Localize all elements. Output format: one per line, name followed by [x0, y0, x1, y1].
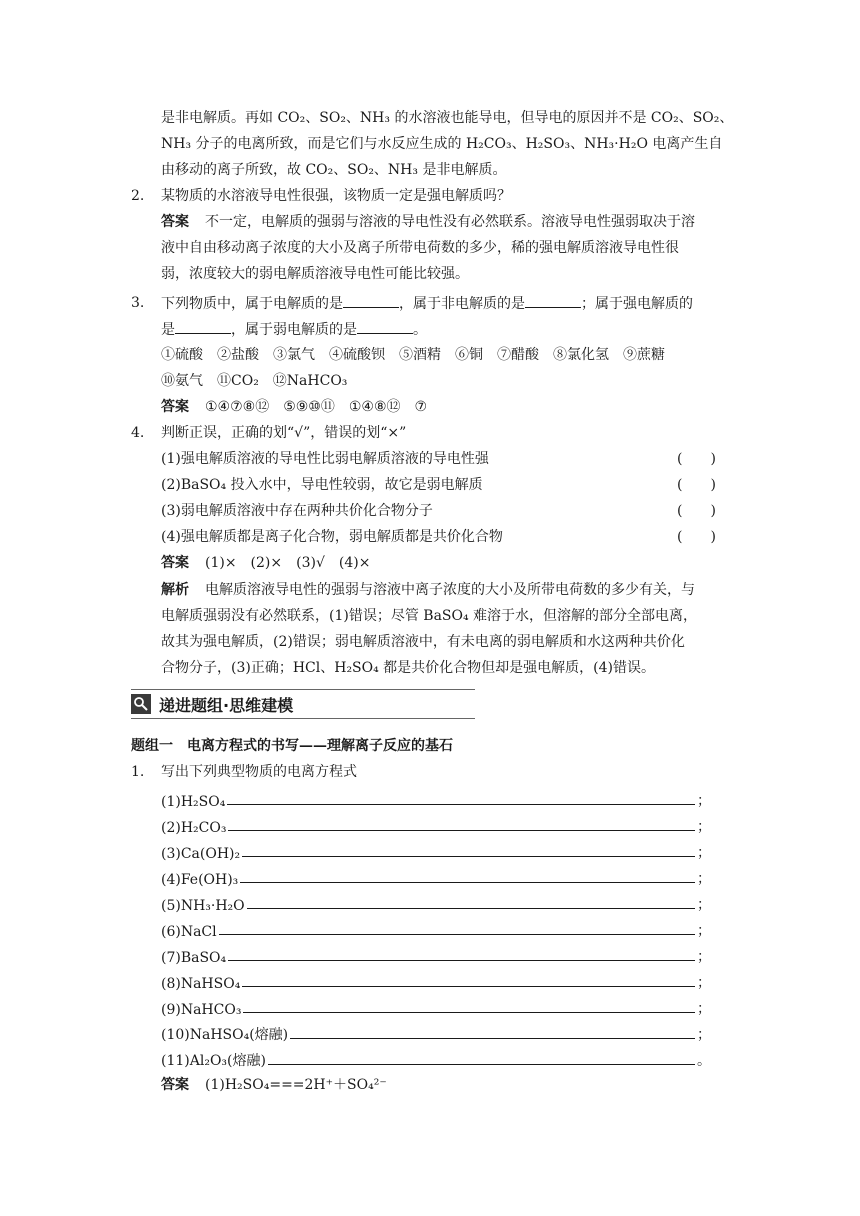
equation-row [161, 814, 711, 836]
question-text: 写出下列典型物质的电离方程式 [161, 764, 357, 780]
question-text [161, 319, 427, 340]
equation-blank[interactable] [219, 933, 695, 935]
answer-text: 弱，浓度较大的弱电解质溶液导电性可能比较强。 [161, 266, 469, 282]
equation-label: (4)Fe(OH)₃ [161, 872, 239, 888]
equation-end-punctuation: ； [697, 923, 711, 939]
question-text-part: ；属于强电解质的 [581, 296, 693, 312]
judgement-item: (4)强电解质都是离子化合物，弱电解质都是共价化合物 [161, 529, 503, 545]
answer-label: 答案 [161, 1077, 189, 1093]
equation-row [161, 788, 711, 810]
equation-end-punctuation: ； [697, 819, 711, 835]
equation-label: (5)NH₃·H₂O [161, 898, 245, 914]
intro-line-3: 由移动的离子所致，故 CO₂、SO₂、NH₃ 是非电解质。 [161, 162, 507, 178]
answer-parentheses[interactable]: ( ) [677, 451, 716, 467]
answer-parentheses[interactable]: ( ) [677, 477, 716, 493]
answer-parentheses[interactable]: ( ) [677, 529, 716, 545]
analysis-label: 解析 [161, 582, 189, 598]
equation-end-punctuation: ； [697, 1001, 711, 1017]
judgement-item: (1)强电解质溶液的导电性比弱电解质溶液的导电性强 [161, 451, 489, 467]
question-text-part: ，属于弱电解质的是 [231, 322, 357, 338]
answer-blank[interactable] [357, 319, 413, 334]
equation-end-punctuation: 。 [697, 1053, 711, 1069]
equation-blank[interactable] [247, 907, 695, 909]
question-text-part: ，属于非电解质的是 [399, 296, 525, 312]
equation-end-punctuation: ； [697, 949, 711, 965]
answer-text: 不一定，电解质的强弱与溶液的导电性没有必然联系。溶液导电性强弱取决于溶 [205, 214, 695, 230]
magnifier-icon [131, 694, 151, 714]
equation-blank[interactable] [243, 1011, 695, 1013]
question-number: 2. [131, 188, 145, 204]
equation-label: (2)H₂CO₃ [161, 820, 227, 836]
answer-label: 答案 [161, 399, 189, 415]
equation-row [161, 970, 711, 992]
equation-end-punctuation: ； [697, 793, 711, 809]
judgement-item: (2)BaSO₄ 投入水中，导电性较弱，故它是弱电解质 [161, 477, 483, 493]
answer-blank[interactable] [175, 319, 231, 334]
answer-label: 答案 [161, 555, 189, 571]
equation-label: (6)NaCl [161, 924, 217, 940]
section-header [131, 689, 475, 719]
equation-end-punctuation: ； [697, 845, 711, 861]
analysis-text: 电解质强弱没有必然联系，(1)错误；尽管 BaSO₄ 难溶于水，但溶解的部分全部电离， [161, 608, 698, 624]
equation-end-punctuation: ； [697, 897, 711, 913]
question-number: 3. [131, 295, 145, 311]
equation-row [161, 866, 711, 888]
question-text: 某物质的水溶液导电性很强，该物质一定是强电解质吗？ [161, 188, 511, 204]
equation-blank[interactable] [242, 985, 695, 987]
answer-text: (1)× (2)× (3)√ (4)× [205, 555, 371, 571]
equation-label: (3)Ca(OH)₂ [161, 846, 241, 862]
intro-line-1: 是非电解质。再如 CO₂、SO₂、NH₃ 的水溶液也能导电，但导电的原因并不是 CO₂、SO₂、 [161, 110, 734, 126]
equation-end-punctuation: ； [697, 975, 711, 991]
equation-label: (9)NaHCO₃ [161, 1002, 242, 1018]
equation-blank[interactable] [240, 881, 695, 883]
answer-blank[interactable] [343, 293, 399, 308]
answer-text: ①④⑦⑧⑫ ⑤⑨⑩⑪ ①④⑧⑫ ⑦ [205, 399, 428, 415]
equation-label: (7)BaSO₄ [161, 950, 227, 966]
analysis-text: 合物分子，(3)正确；HCl、H₂SO₄ 都是共价化合物但却是强电解质，(4)错误。 [161, 660, 656, 676]
answer-parentheses[interactable]: ( ) [677, 503, 716, 519]
equation-label: (8)NaHSO₄ [161, 976, 241, 992]
equation-row [161, 996, 711, 1018]
answer-text: 液中自由移动离子浓度的大小及离子所带电荷数的多少，稀的强电解质溶液导电性很 [161, 240, 679, 256]
equation-row [161, 1022, 711, 1044]
answer-blank[interactable] [525, 293, 581, 308]
equation-blank[interactable] [242, 855, 695, 857]
equation-blank[interactable] [268, 1063, 695, 1065]
equation-end-punctuation: ； [697, 871, 711, 887]
equation-blank[interactable] [228, 829, 695, 831]
analysis-text: 电解质溶液导电性的强弱与溶液中离子浓度的大小及所带电荷数的多少有关，与 [205, 582, 695, 598]
answer-label: 答案 [161, 214, 189, 230]
equation-row [161, 840, 711, 862]
intro-line-2: NH₃ 分子的电离所致，而是它们与水反应生成的 H₂CO₃、H₂SO₃、NH₃·H₂O 电离产生自 [161, 136, 723, 152]
equation-end-punctuation: ； [697, 1027, 711, 1043]
question-text: 判断正误，正确的划“√”，错误的划“×” [161, 425, 407, 441]
analysis-text: 故其为强电解质，(2)错误；弱电解质溶液中，有未电离的弱电解质和水这两种共价化 [161, 634, 685, 650]
question-number: 4. [131, 425, 145, 441]
equation-blank[interactable] [228, 959, 695, 961]
equation-row [161, 944, 711, 966]
question-number: 1. [131, 764, 145, 780]
equation-label: (10)NaHSO₄(熔融) [161, 1027, 289, 1043]
equation-blank[interactable] [227, 803, 695, 805]
equation-label: (11)Al₂O₃(熔融) [161, 1053, 266, 1069]
equation-blank[interactable] [290, 1037, 695, 1039]
equation-row [161, 1048, 711, 1070]
group-title: 题组一 电离方程式的书写——理解离子反应的基石 [131, 738, 453, 754]
equation-row [161, 892, 711, 914]
answer-text: (1)H₂SO₄===2H⁺＋SO₄²⁻ [205, 1077, 387, 1093]
question-text-part: 是 [161, 322, 175, 338]
options-line: ①硫酸 ②盐酸 ③氯气 ④硫酸钡 ⑤酒精 ⑥铜 ⑦醋酸 ⑧氯化氢 ⑨蔗糖 [161, 347, 665, 363]
question-text-part: 。 [413, 322, 427, 338]
judgement-item: (3)弱电解质溶液中存在两种共价化合物分子 [161, 503, 433, 519]
options-line: ⑩氨气 ⑪CO₂ ⑫NaHCO₃ [161, 373, 348, 389]
section-title: 递进题组·思维建模 [159, 696, 294, 715]
equation-label: (1)H₂SO₄ [161, 794, 226, 810]
question-text-part: 下列物质中，属于电解质的是 [161, 296, 343, 312]
question-text [161, 293, 693, 314]
equation-row [161, 918, 711, 940]
